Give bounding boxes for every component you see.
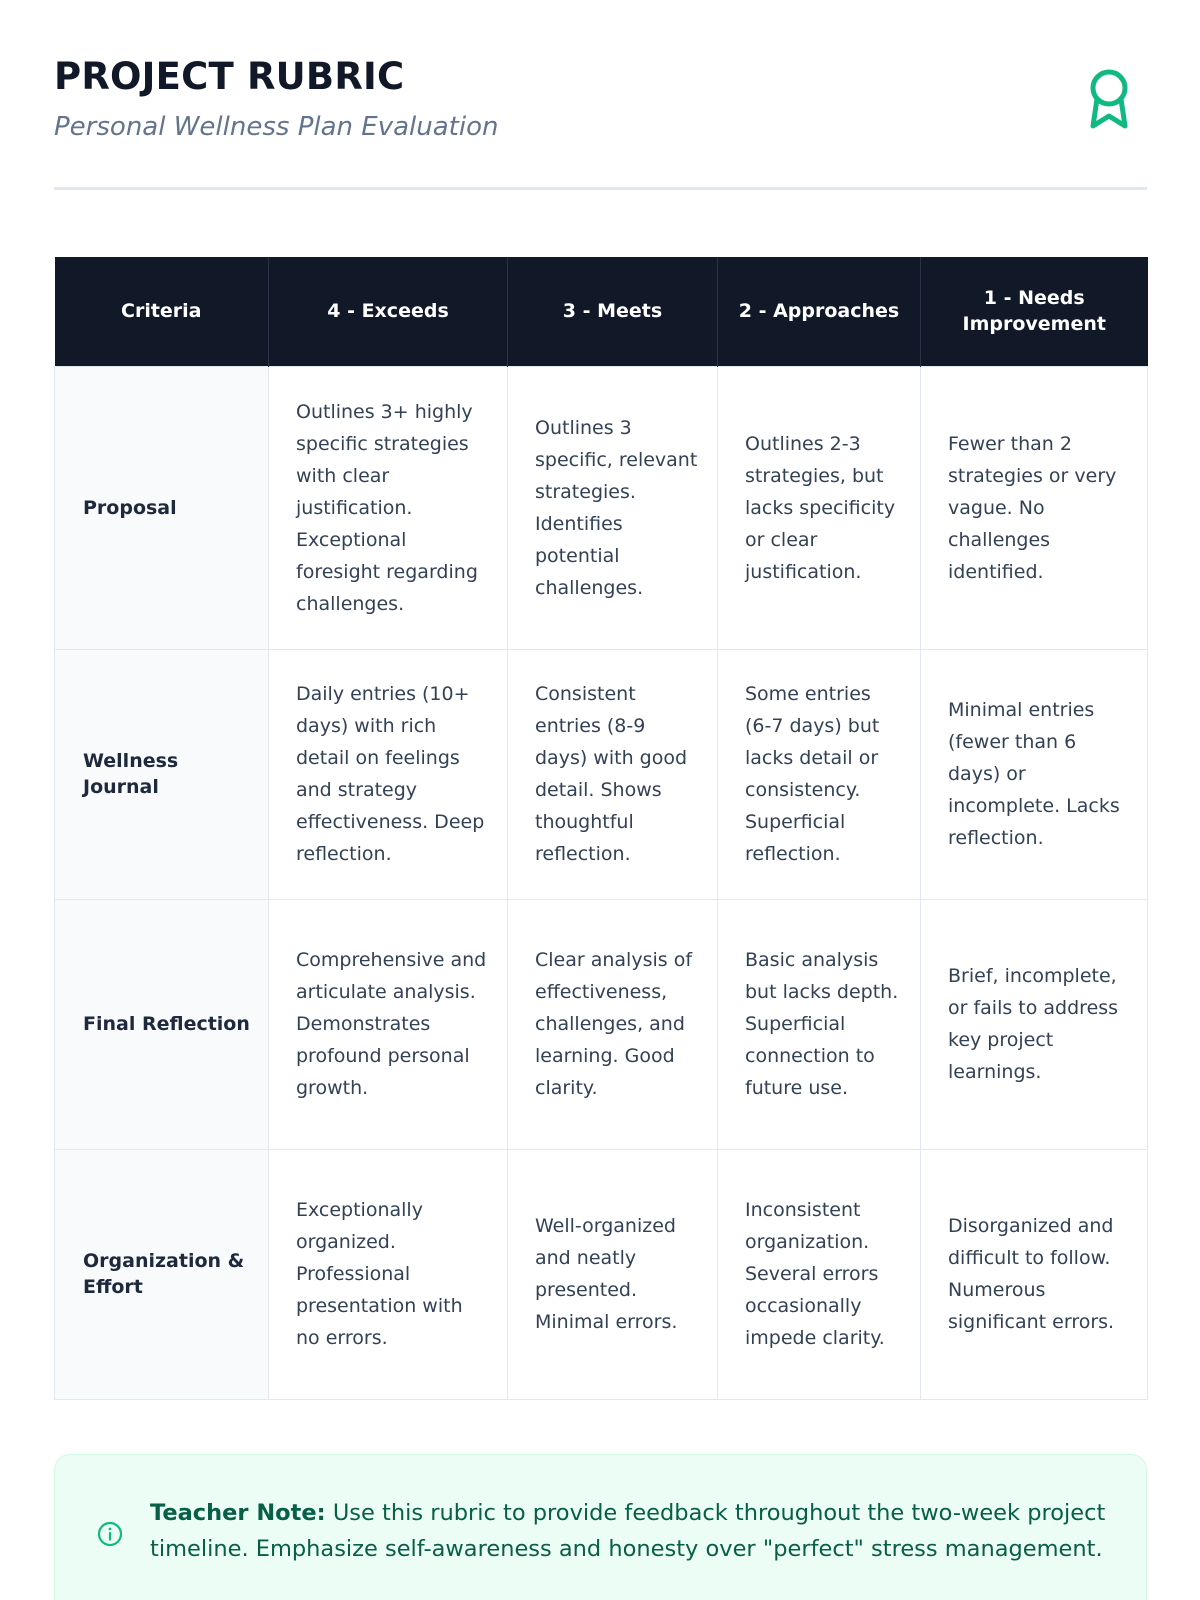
score-cell-exceeds: Exceptionally organized. Professional presentation with no errors.: [269, 1149, 508, 1399]
column-header-needs-improvement: 1 - Needs Improvement: [921, 257, 1148, 366]
score-cell-approaches: Outlines 2-3 strategies, but lacks specificity or clear justification.: [718, 366, 921, 649]
criteria-cell: Proposal: [55, 366, 269, 649]
score-cell-needs-improvement: Fewer than 2 strategies or very vague. No challenges identified.: [921, 366, 1148, 649]
page-title: PROJECT RUBRIC: [54, 55, 405, 98]
score-cell-approaches: Some entries (6-7 days) but lacks detail or consistency. Superficial reflection.: [718, 649, 921, 899]
table-row: [55, 1149, 1148, 1399]
score-cell-exceeds: Comprehensive and articulate analysis. Demonstrates profound personal growth.: [269, 899, 508, 1149]
page-subtitle: Personal Wellness Plan Evaluation: [54, 112, 499, 142]
score-cell-needs-improvement: Minimal entries (fewer than 6 days) or incomplete. Lacks reflection.: [921, 649, 1148, 899]
score-cell-needs-improvement: Disorganized and difficult to follow. Numerous significant errors.: [921, 1149, 1148, 1399]
teacher-note-body: Use this rubric to provide feedback throughout the two-week project timeline. Emphasize self-awareness and honesty over "perfect" stress management.: [150, 1500, 1106, 1562]
score-cell-approaches: Inconsistent organization. Several errors occasionally impede clarity.: [718, 1149, 921, 1399]
teacher-note-label: Teacher Note:: [150, 1500, 326, 1526]
teacher-note-text: [150, 1495, 1110, 1567]
column-header-meets: 3 - Meets: [508, 257, 718, 366]
score-cell-meets: Outlines 3 specific, relevant strategies. Identifies potential challenges.: [508, 366, 718, 649]
score-cell-exceeds: Outlines 3+ highly specific strategies with clear justification. Exceptional foresight regarding challenges.: [269, 366, 508, 649]
score-cell-exceeds: Daily entries (10+ days) with rich detail on feelings and strategy effectiveness. Deep reflection.: [269, 649, 508, 899]
rubric-page: [54, 0, 1147, 1562]
rubric-table: [54, 257, 1148, 1400]
info-circle-icon: [97, 1521, 123, 1547]
score-cell-approaches: Basic analysis but lacks depth. Superficial connection to future use.: [718, 899, 921, 1149]
score-cell-meets: Consistent entries (8-9 days) with good detail. Shows thoughtful reflection.: [508, 649, 718, 899]
teacher-note: [54, 1454, 1147, 1600]
score-cell-meets: Well-organized and neatly presented. Minimal errors.: [508, 1149, 718, 1399]
page-header: [54, 0, 1147, 190]
award-ribbon-icon: [1087, 68, 1131, 132]
rubric-header-row: [55, 257, 1148, 366]
score-cell-meets: Clear analysis of effectiveness, challenges, and learning. Good clarity.: [508, 899, 718, 1149]
criteria-cell: Wellness Journal: [55, 649, 269, 899]
column-header-exceeds: 4 - Exceeds: [269, 257, 508, 366]
criteria-cell: Final Reflection: [55, 899, 269, 1149]
score-cell-needs-improvement: Brief, incomplete, or fails to address key project learnings.: [921, 899, 1148, 1149]
column-header-criteria: Criteria: [55, 257, 269, 366]
table-row: [55, 366, 1148, 649]
table-row: [55, 649, 1148, 899]
criteria-cell: Organization & Effort: [55, 1149, 269, 1399]
table-row: [55, 899, 1148, 1149]
column-header-approaches: 2 - Approaches: [718, 257, 921, 366]
